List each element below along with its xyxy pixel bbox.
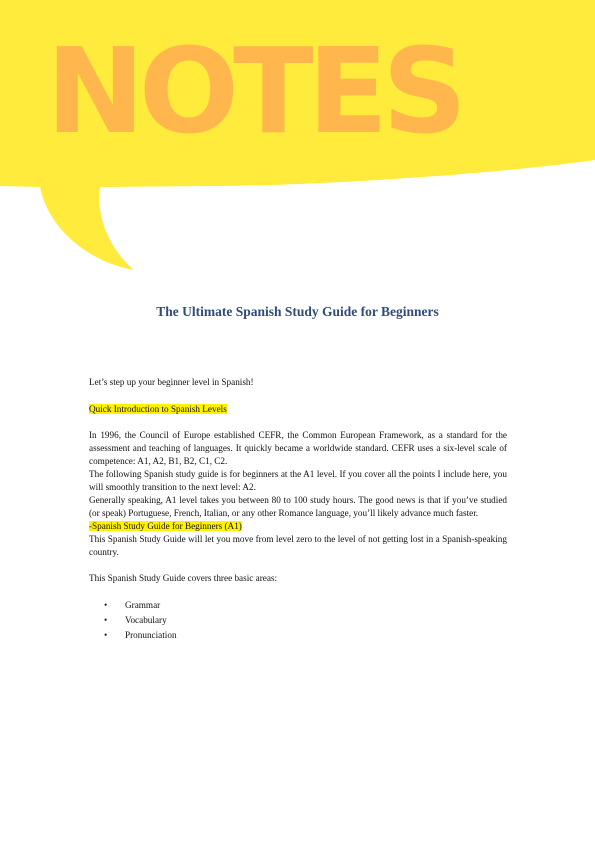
paragraph-study-hours: Generally speaking, A1 level takes you between 80 to 100 study hours. The good news is that if you’ve studied (or speak) Portuguese, French, Italian, or any other Romance language, you’ll likely advance much faster. — [89, 495, 507, 518]
list-item — [89, 628, 507, 643]
list-item-text: Grammar — [125, 600, 161, 610]
areas-list — [89, 598, 507, 643]
list-item-text: Vocabulary — [125, 615, 167, 625]
paragraph-cefr: In 1996, the Council of Europe established CEFR, the Common European Framework, as a standard for the assessment and teaching of languages. It quickly became a worldwide standard. CEFR uses a six-level scale of competence: A1, A2, B1, B2, C1, C2. — [89, 430, 507, 466]
bullet-icon: • — [104, 615, 108, 625]
bullet-icon: • — [104, 600, 108, 610]
list-item — [89, 598, 507, 613]
list-item-text: Pronunciation — [125, 630, 177, 640]
section-heading-guide-text: -Spanish Study Guide for Beginners (A1) — [89, 521, 242, 531]
paragraph-level-zero: This Spanish Study Guide will let you move from level zero to the level of not getting lost in a Spanish-speaking country. — [89, 534, 507, 557]
page-title: The Ultimate Spanish Study Guide for Beginners — [156, 304, 439, 319]
section-heading-levels — [89, 403, 507, 416]
intro-text: Let’s step up your beginner level in Spanish! — [89, 377, 254, 387]
paragraph-a1-guide: The following Spanish study guide is for beginners at the A1 level. If you cover all the points I include here, you will smoothly transition to the next level: A2. — [89, 469, 507, 492]
section-heading-guide — [89, 520, 507, 533]
bullet-icon: • — [104, 630, 108, 640]
document-body — [89, 376, 507, 643]
section-heading-levels-text: Quick Introduction to Spanish Levels — [89, 404, 227, 414]
paragraph-areas-intro: This Spanish Study Guide covers three basic areas: — [89, 573, 278, 583]
notes-logo — [46, 14, 462, 160]
notes-logo-text: NOTES — [46, 22, 462, 160]
list-item — [89, 613, 507, 628]
